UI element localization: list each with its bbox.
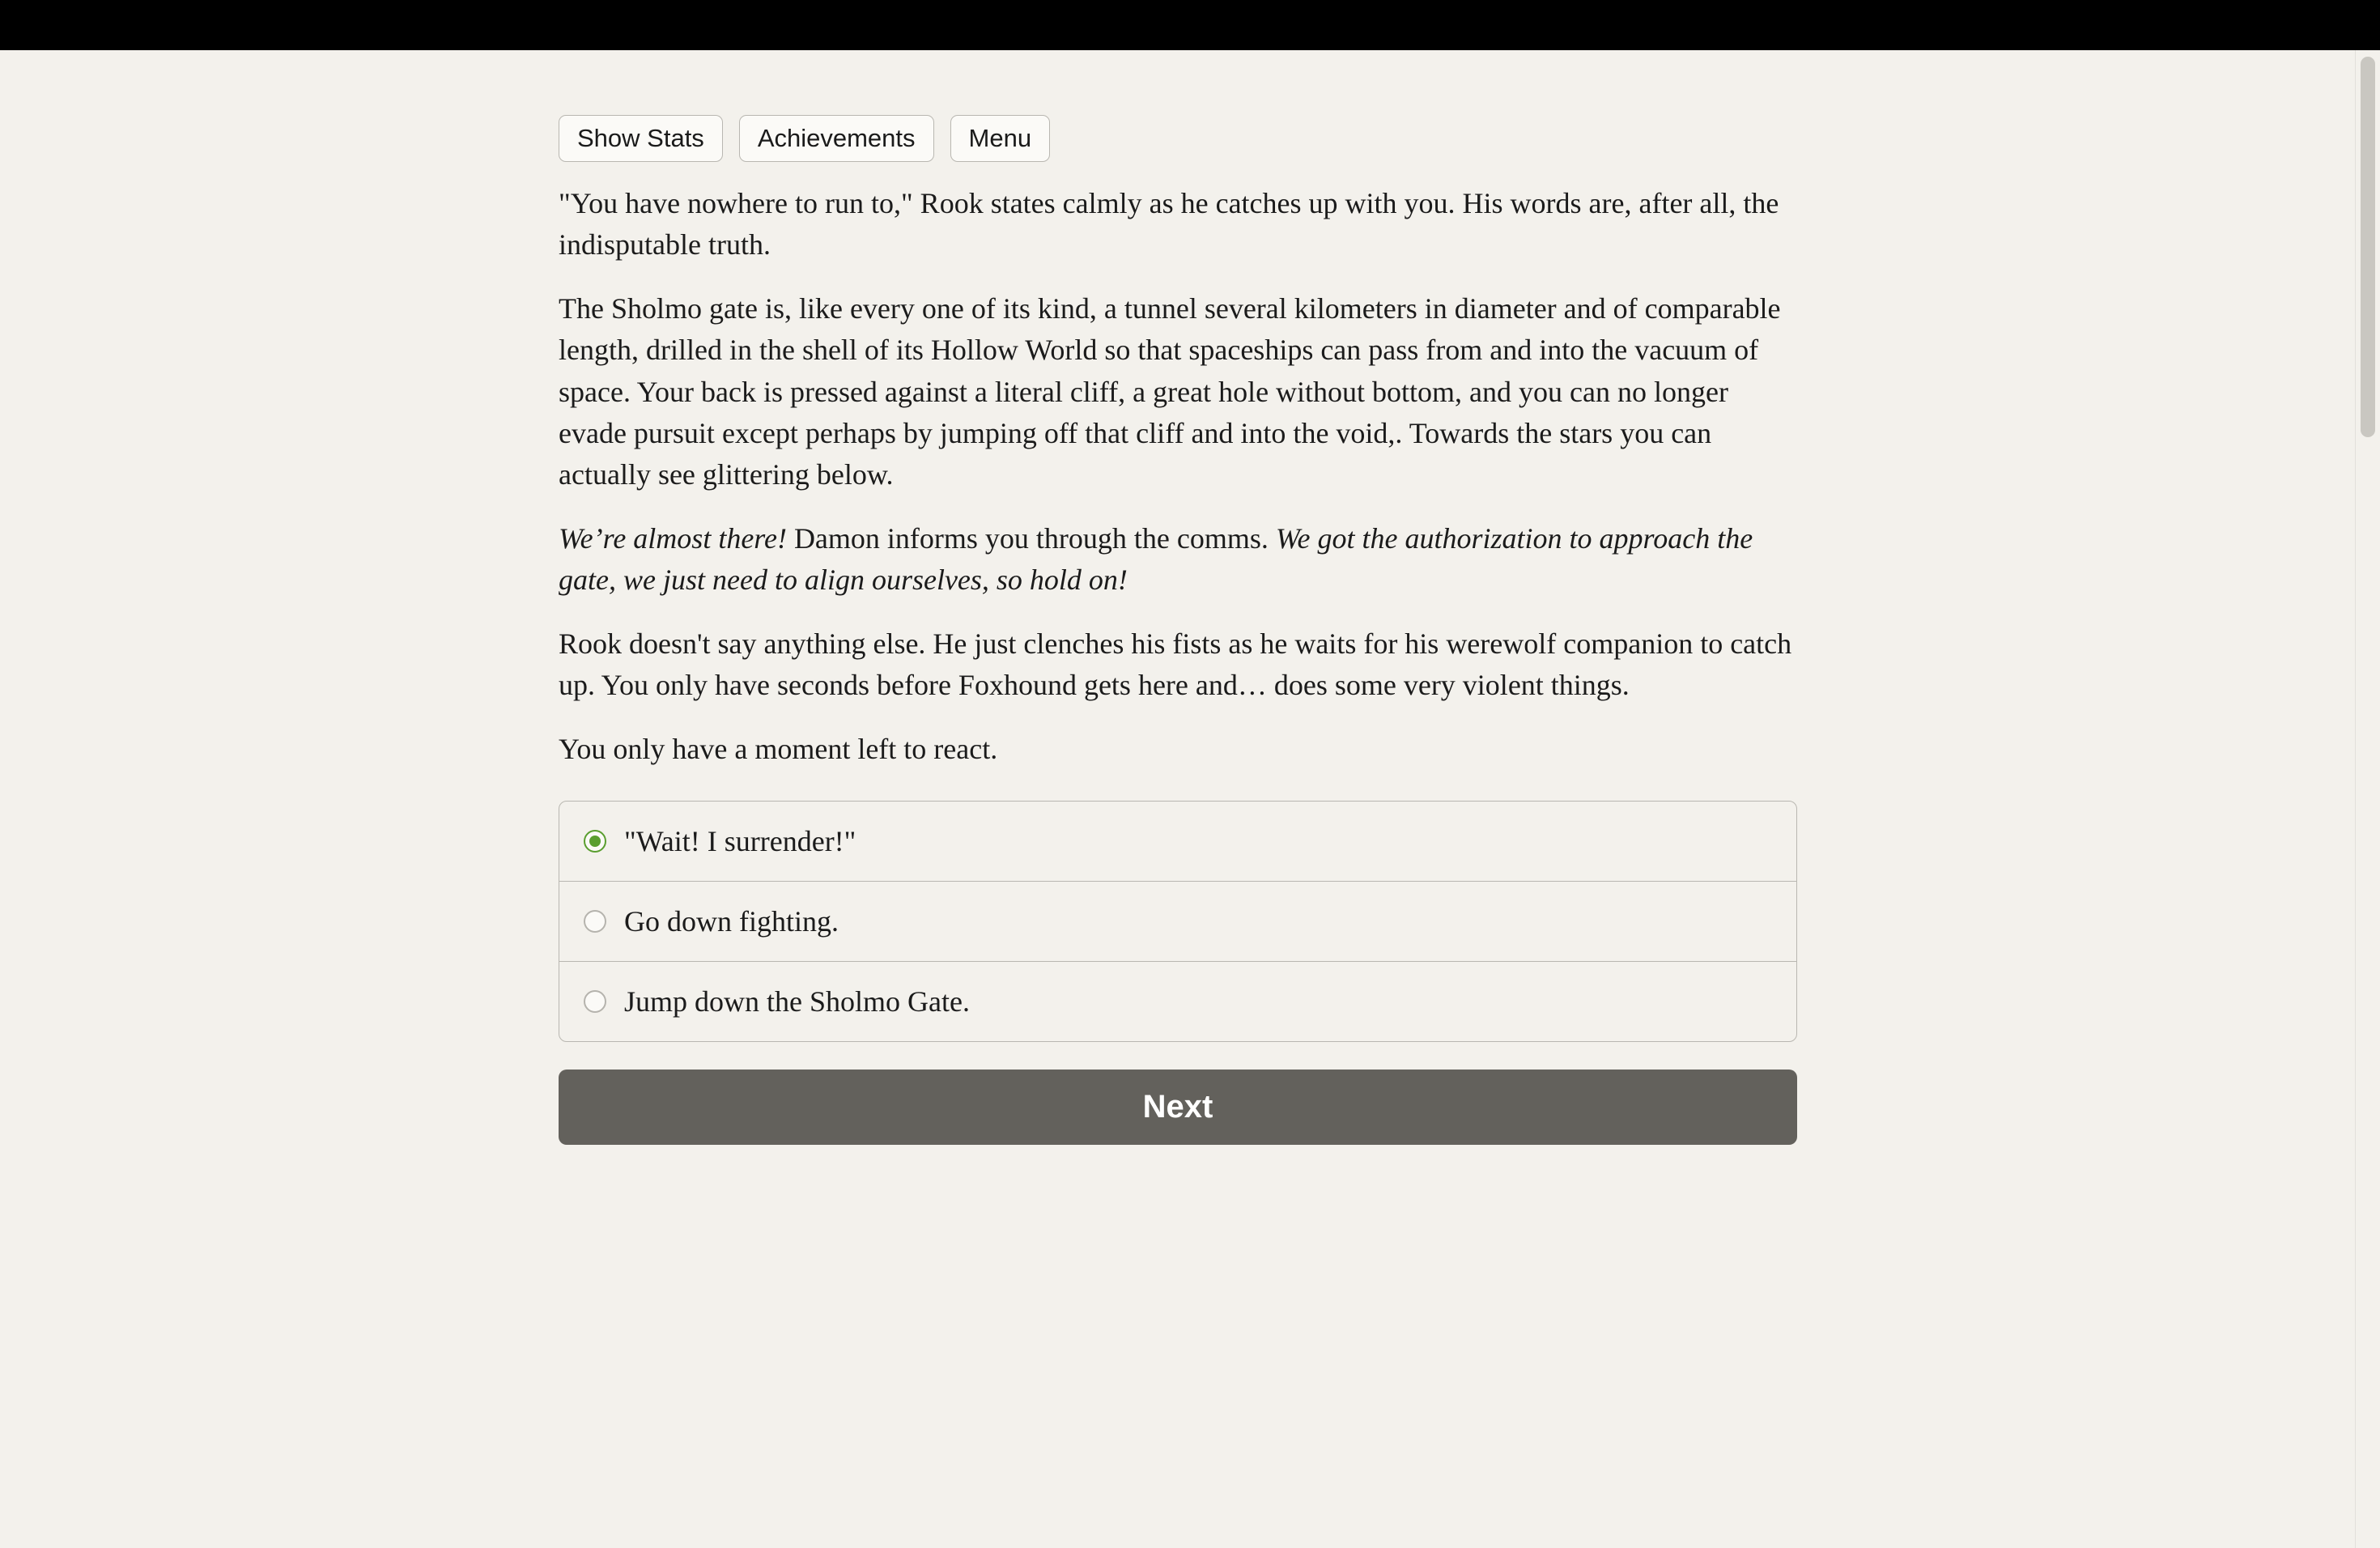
radio-icon-2[interactable]: [584, 910, 606, 933]
story-paragraph-4: Rook doesn't say anything else. He just clenches his fists as he waits for his werewolf companion to catch up. You only have seconds before Foxhound gets here and… does some very violent things.: [559, 627, 1792, 702]
page-scrollbar[interactable]: [2355, 50, 2380, 1548]
story-page: [0, 50, 2356, 1548]
game-toolbar: [559, 115, 1797, 162]
story-content: [559, 115, 1797, 1145]
story-paragraph-2: The Sholmo gate is, like every one of its kind, a tunnel several kilometers in diameter and of comparable length, drilled in the shell of its Hollow World so that spaceships can pass from and into the vacuum of space. Your back is pressed against a literal cliff, a great hole without bottom, and you can no longer evade pursuit except perhaps by jumping off that cliff and into the void,. Towards the stars you can actually see glittering below.: [559, 292, 1781, 491]
story-paragraph-3: [559, 518, 1797, 601]
menu-button[interactable]: Menu: [950, 115, 1051, 162]
story-emphasis-1: We’re almost there!: [559, 521, 787, 555]
story-paragraph-5: You only have a moment left to react.: [559, 733, 998, 766]
achievements-button[interactable]: Achievements: [739, 115, 934, 162]
show-stats-button[interactable]: Show Stats: [559, 115, 723, 162]
choice-option-2[interactable]: [559, 882, 1796, 962]
choice-option-1[interactable]: [559, 802, 1796, 882]
radio-icon-3[interactable]: [584, 990, 606, 1013]
story-emphasis-2: We got the authorization to approach the gate, we just need to align ourselves, so hold on!: [559, 521, 1753, 596]
story-paragraph-3-middle: Damon informs you through the comms.: [786, 521, 1276, 555]
browser-top-bar: [0, 0, 2380, 50]
choice-option-3[interactable]: [559, 962, 1796, 1041]
choice-label-2: Go down fighting.: [624, 905, 839, 938]
radio-icon-1[interactable]: [584, 830, 606, 853]
choice-label-1: "Wait! I surrender!": [624, 825, 856, 858]
next-button[interactable]: Next: [559, 1070, 1797, 1145]
choice-label-3: Jump down the Sholmo Gate.: [624, 985, 970, 1019]
choice-list: [559, 801, 1797, 1042]
story-paragraph-1: "You have nowhere to run to," Rook states calmly as he catches up with you. His words are, after all, the indisputable truth.: [559, 187, 1779, 262]
scrollbar-thumb[interactable]: [2361, 57, 2375, 437]
